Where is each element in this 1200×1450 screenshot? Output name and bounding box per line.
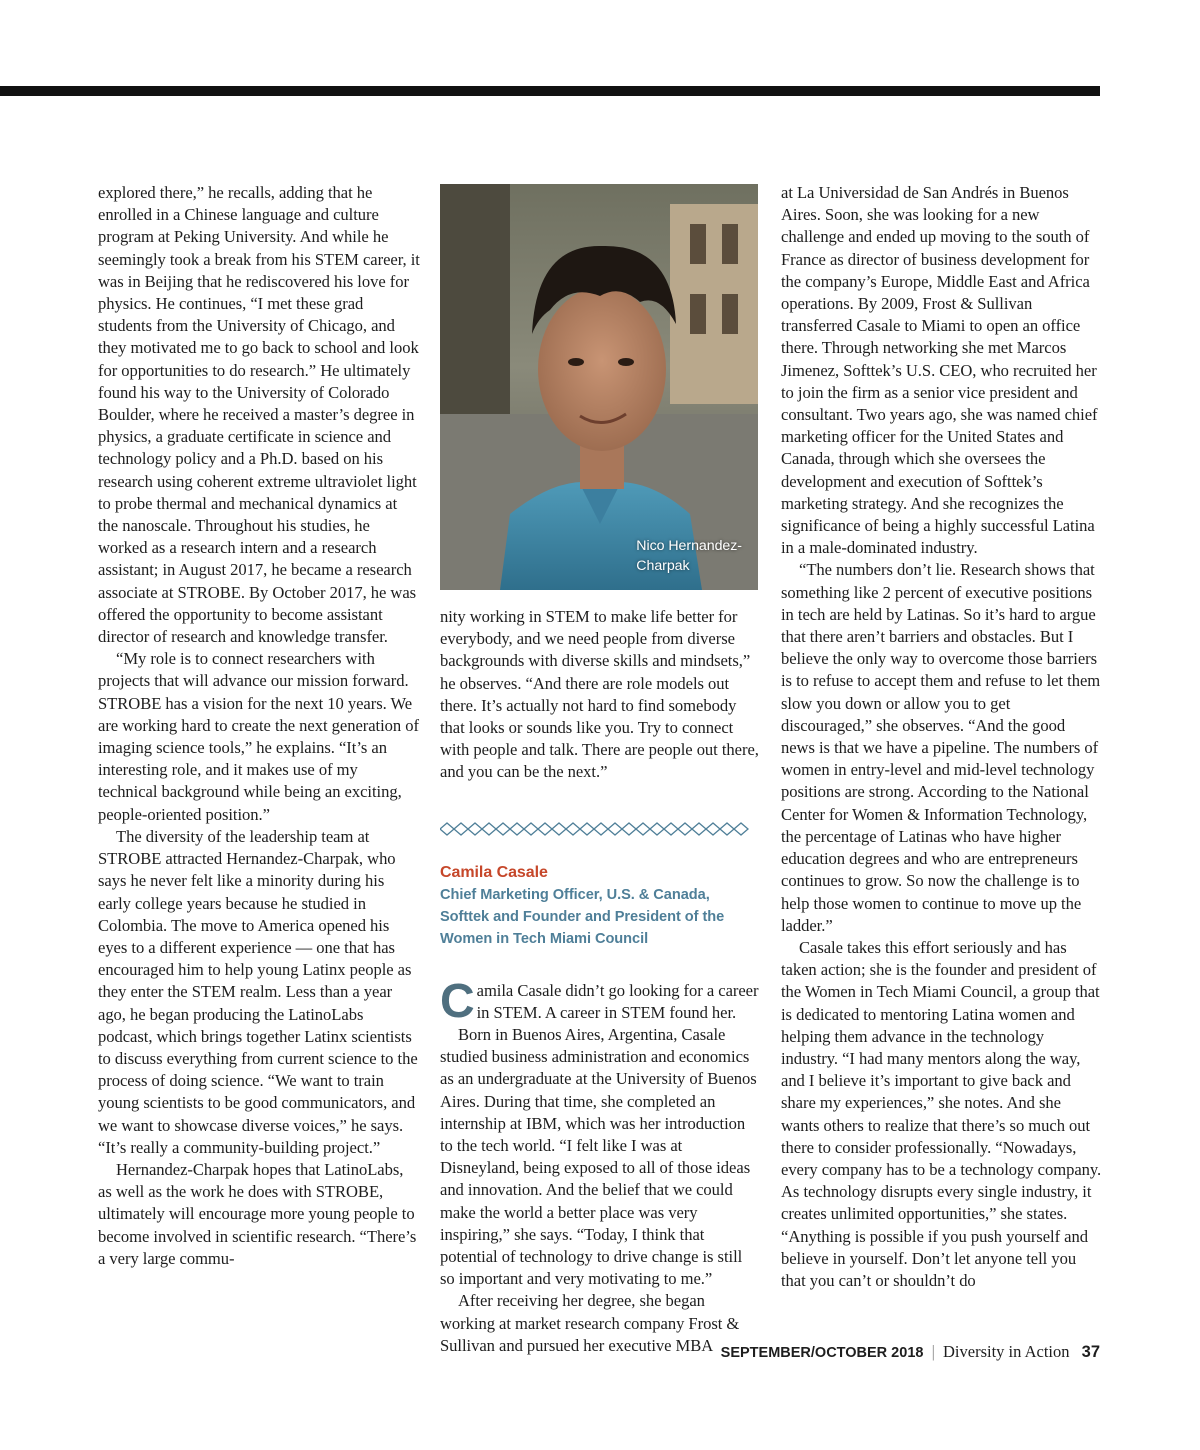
photo-caption <box>636 536 742 576</box>
photo-caption-line: Nico Hernandez- <box>636 538 742 554</box>
footer-separator: | <box>931 1342 935 1361</box>
divider-diamond <box>622 823 636 835</box>
article-column-3 <box>781 182 1103 1292</box>
section-divider <box>440 822 760 836</box>
issue-date: SEPTEMBER/OCTOBER 2018 <box>720 1345 924 1361</box>
divider-diamond <box>524 823 538 835</box>
page-footer <box>721 1342 1100 1362</box>
divider-diamond <box>720 823 734 835</box>
divider-diamond <box>636 823 650 835</box>
divider-diamond <box>706 823 720 835</box>
divider-diamond <box>678 823 692 835</box>
paragraph: “The numbers don’t lie. Research shows that something like 2 percent of executive positions in tech are held by Latinas. So it’s hard to argue that there aren’t barriers and obstacles. But I believe the only way to overcome those barriers is to refuse to accept them and refuse to let them slow you down or allow you to get discouraged,” she observes. “And the good news is that we have a pipeline. The numbers of women in entry-level and mid-level technology positions are strong. According to the National Center for Women & Information Technology, the percentage of Latinas who have higher education degrees and who are entrepreneurs continues to grow. So now the challenge is to help those women to continue to move up the ladder.” <box>781 560 1101 935</box>
divider-diamond <box>538 823 552 835</box>
paragraph: Born in Buenos Aires, Argentina, Casale studied business administration and economics as an undergraduate at the University of Buenos Aires. During that time, she completed an internship at IBM, which was her introduction to the tech world. “I felt like I was at Disneyland, being exposed to all of those ideas and innovation. And the belief that we could make the world a better place was very inspiring,” she says. “Today, I think that potential of technology to drive change is still so important and very motivating to me.” <box>440 1025 757 1289</box>
paragraph: Hernandez-Charpak hopes that LatinoLabs, as well as the work he does with STROBE, ultimately will encourage more young people to become involved in scientific research. “There’s a very large commu- <box>98 1159 417 1268</box>
divider-diamond <box>580 823 594 835</box>
page-number: 37 <box>1081 1343 1100 1361</box>
top-rule <box>0 86 1100 96</box>
divider-diamond <box>482 823 496 835</box>
portrait-image <box>440 184 758 590</box>
divider-diamond <box>440 823 454 835</box>
divider-diamond <box>734 823 748 835</box>
paragraph: The diversity of the leadership team at STROBE attracted Hernandez-Charpak, who says he never felt like a minority during his early college years because he studied in Colombia. The move to America opened his eyes to a different experience — one that has encouraged him to help young Latinx people as they enter the STEM realm. Less than a year ago, he began producing the LatinoLabs podcast, which brings together Latinx scientists to discuss everything from current science to the process of doing science. “We want to train young scientists to be good communicators, and we want to showcase diverse voices,” he says. “It’s really a community-building project.” <box>98 826 418 1157</box>
divider-diamond <box>468 823 482 835</box>
drop-cap: C <box>440 974 475 1028</box>
divider-diamond <box>594 823 608 835</box>
divider-diamond <box>552 823 566 835</box>
divider-diamond <box>566 823 580 835</box>
paragraph: After receiving her degree, she began working at market research company Frost & Sullivan and pursued her executive MBA <box>440 1291 740 1355</box>
divider-diamond <box>692 823 706 835</box>
divider-diamond <box>608 823 622 835</box>
paragraph: explored there,” he recalls, adding that he enrolled in a Chinese language and culture program at Peking University. And while he seemingly took a break from his STEM career, it was in Beijing that he rediscovered his love for physics. He continues, “I met these grad students from the University of Chicago, and they motivated me to go back to school and look for opportunities to do research.” He ultimately found his way to the University of Colorado Boulder, where he received a master’s degree in physics, a graduate certificate in science and technology policy and a Ph.D. based on his research using coherent extreme ultraviolet light to probe thermal and mechanical dynamics at the nanoscale. Throughout his studies, he worked as a research intern and a research assistant; in August 2017, he became a research associate at STROBE. By October 2017, he was offered the opportunity to become assistant director of research and knowledge transfer. <box>98 183 420 647</box>
intro-paragraph <box>440 974 760 1028</box>
article-column-2 <box>440 184 760 1357</box>
divider-diamond <box>496 823 510 835</box>
divider-diamond <box>454 823 468 835</box>
paragraph: “My role is to connect researchers with projects that will advance our mission forward. STROBE has a vision for the next 10 years. We are working hard to create the next generation of imaging science tools,” he explains. “It’s an interesting role, and it makes use of my technical background while being an exciting, people-oriented position.” <box>98 649 419 824</box>
magazine-name: Diversity in Action <box>943 1342 1070 1361</box>
paragraph: at La Universidad de San Andrés in Buenos Aires. Soon, she was looking for a new challenge and ended up moving to the south of France as director of business development for the company’s Europe, Middle East and Africa operations. By 2009, Frost & Sullivan transferred Casale to Miami to open an office there. Through networking she met Marcos Jimenez, Softtek’s U.S. CEO, who recruited her to join the firm as a senior vice president and consultant. Two years ago, she was named chief marketing officer for the United States and Canada, through which she oversees the development and execution of Softtek’s marketing strategy. And she recognizes the significance of being a highly successful Latina in a male-dominated industry. <box>781 183 1098 558</box>
paragraph: Casale takes this effort seriously and has taken action; she is the founder and president of the Women in Tech Miami Council, a group that is dedicated to mentoring Latina women and helping them advance in the technology industry. “I had many mentors along the way, and I believe it’s important to give back and share my experiences,” she notes. And she wants others to realize that there’s so much out there to consider professionally. “Nowadays, every company has to be a technology company. As technology disrupts every single industry, it creates unlimited opportunities,” she states. “Anything is possible if you push yourself and believe in yourself. Don’t let anyone tell you that you can’t or shouldn’t do <box>781 937 1102 1290</box>
profile-title: Chief Marketing Officer, U.S. & Canada, Softtek and Founder and President of the Women in Tech Miami Council <box>440 886 725 947</box>
intro-text: amila Casale didn’t go looking for a career in STEM. A career in STEM found her. <box>476 980 759 1022</box>
portrait-photo <box>440 184 758 590</box>
photo-caption-line: Charpak <box>636 558 690 574</box>
article-column-1 <box>98 182 420 1270</box>
profile-name: Camila Casale <box>440 863 548 881</box>
divider-diamond <box>664 823 678 835</box>
diamond-pattern <box>440 822 758 836</box>
paragraph: nity working in STEM to make life better for everybody, and we need people from diverse backgrounds with diverse skills and mindsets,” he observes. “And there are role models out there. It’s actually not hard to find somebody that looks or sounds like you. Try to connect with people and talk. There are people out there, and you can be the next.” <box>440 607 759 782</box>
divider-diamond <box>510 823 524 835</box>
divider-diamond <box>650 823 664 835</box>
